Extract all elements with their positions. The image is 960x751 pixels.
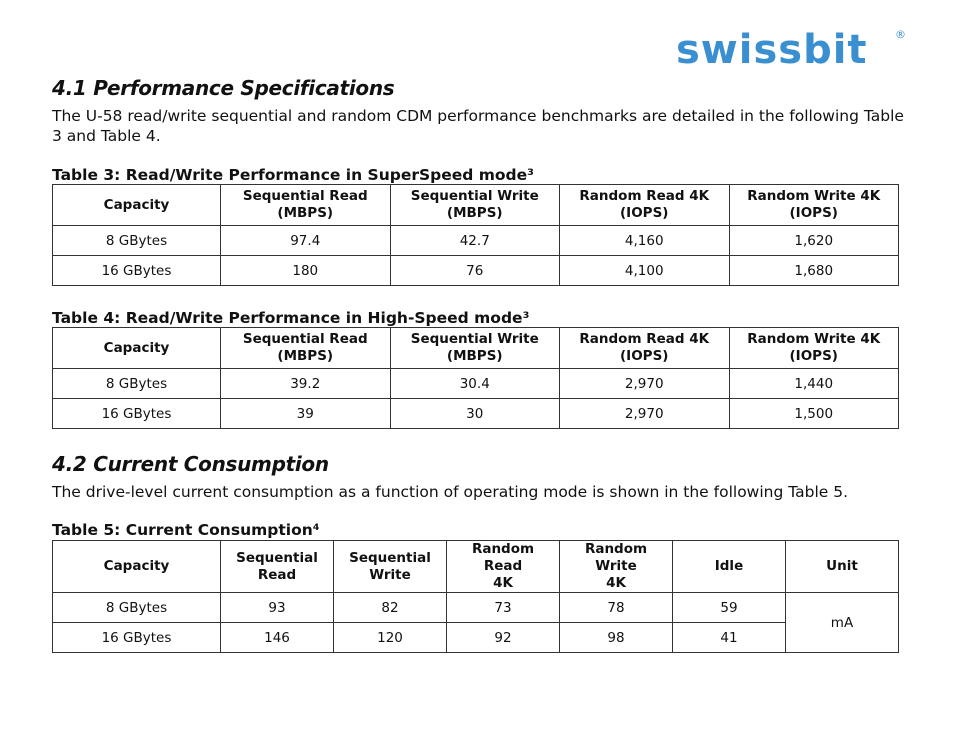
col-header-rand-write: Random Write 4K (IOPS)	[729, 328, 899, 369]
cell-rand-write: 1,620	[729, 226, 899, 256]
table5-current-consumption	[52, 540, 899, 653]
cell-rand-read: 4,100	[560, 256, 730, 286]
col-header-capacity: Capacity	[53, 328, 221, 369]
cell-seq-write: 76	[390, 256, 560, 286]
cell-rand-write: 1,500	[729, 399, 899, 429]
section-heading-performance: 4.1 Performance Specifications	[52, 76, 395, 100]
cell-seq-write: 120	[334, 623, 447, 653]
table4-caption: Table 4: Read/Write Performance in High-Speed mode³	[52, 309, 530, 327]
col-header-seq-write: Sequential Write (MBPS)	[390, 185, 560, 226]
col-header-rand-read: Random Read 4K	[447, 541, 560, 593]
col-header-capacity: Capacity	[53, 541, 221, 593]
table5-caption: Table 5: Current Consumption⁴	[52, 521, 320, 539]
table-header-row	[53, 541, 899, 593]
table-row	[53, 256, 899, 286]
cell-seq-read: 93	[221, 593, 334, 623]
cell-rand-write: 1,440	[729, 369, 899, 399]
cell-rand-read: 92	[447, 623, 560, 653]
cell-capacity: 8 GBytes	[53, 593, 221, 623]
cell-seq-read: 97.4	[221, 226, 391, 256]
col-header-idle: Idle	[673, 541, 786, 593]
registered-mark: ®	[895, 28, 906, 41]
col-header-unit: Unit	[786, 541, 899, 593]
col-header-rand-read: Random Read 4K (IOPS)	[560, 185, 730, 226]
cell-capacity: 8 GBytes	[53, 226, 221, 256]
cell-seq-read: 39	[221, 399, 391, 429]
cell-rand-read: 73	[447, 593, 560, 623]
cell-idle: 59	[673, 593, 786, 623]
cell-seq-read: 180	[221, 256, 391, 286]
table-row	[53, 593, 899, 623]
col-header-seq-read: Sequential Read (MBPS)	[221, 185, 391, 226]
swissbit-logo	[676, 26, 906, 74]
col-header-rand-read: Random Read 4K (IOPS)	[560, 328, 730, 369]
col-header-seq-read: Sequential Read (MBPS)	[221, 328, 391, 369]
cell-rand-write: 1,680	[729, 256, 899, 286]
cell-unit: mA	[786, 593, 899, 653]
cell-rand-write: 98	[560, 623, 673, 653]
table-row	[53, 623, 899, 653]
table4-highspeed	[52, 327, 899, 429]
col-header-seq-write: Sequential Write (MBPS)	[390, 328, 560, 369]
table3-superspeed	[52, 184, 899, 286]
table3-caption: Table 3: Read/Write Performance in SuperSpeed mode³	[52, 166, 534, 184]
cell-rand-read: 2,970	[560, 399, 730, 429]
logo-wordmark: swissbit	[676, 27, 868, 73]
cell-idle: 41	[673, 623, 786, 653]
cell-capacity: 16 GBytes	[53, 623, 221, 653]
table-row	[53, 226, 899, 256]
cell-capacity: 16 GBytes	[53, 256, 221, 286]
cell-seq-write: 30	[390, 399, 560, 429]
cell-rand-read: 4,160	[560, 226, 730, 256]
cell-seq-read: 39.2	[221, 369, 391, 399]
table-row	[53, 399, 899, 429]
cell-seq-write: 30.4	[390, 369, 560, 399]
table-row	[53, 369, 899, 399]
cell-seq-write: 42.7	[390, 226, 560, 256]
section-paragraph-current: The drive-level current consumption as a function of operating mode is shown in the following Table 5.	[52, 483, 849, 501]
col-header-capacity: Capacity	[53, 185, 221, 226]
section-paragraph-performance: The U-58 read/write sequential and random CDM performance benchmarks are detailed in the following Table 3 and Table 4.	[52, 107, 904, 145]
cell-rand-read: 2,970	[560, 369, 730, 399]
cell-capacity: 16 GBytes	[53, 399, 221, 429]
cell-seq-write: 82	[334, 593, 447, 623]
col-header-rand-write: Random Write 4K	[560, 541, 673, 593]
cell-seq-read: 146	[221, 623, 334, 653]
table-header-row	[53, 185, 899, 226]
col-header-seq-write: Sequential Write	[334, 541, 447, 593]
cell-capacity: 8 GBytes	[53, 369, 221, 399]
section-heading-current: 4.2 Current Consumption	[52, 452, 329, 476]
col-header-rand-write: Random Write 4K (IOPS)	[729, 185, 899, 226]
table-header-row	[53, 328, 899, 369]
col-header-seq-read: Sequential Read	[221, 541, 334, 593]
cell-rand-write: 78	[560, 593, 673, 623]
